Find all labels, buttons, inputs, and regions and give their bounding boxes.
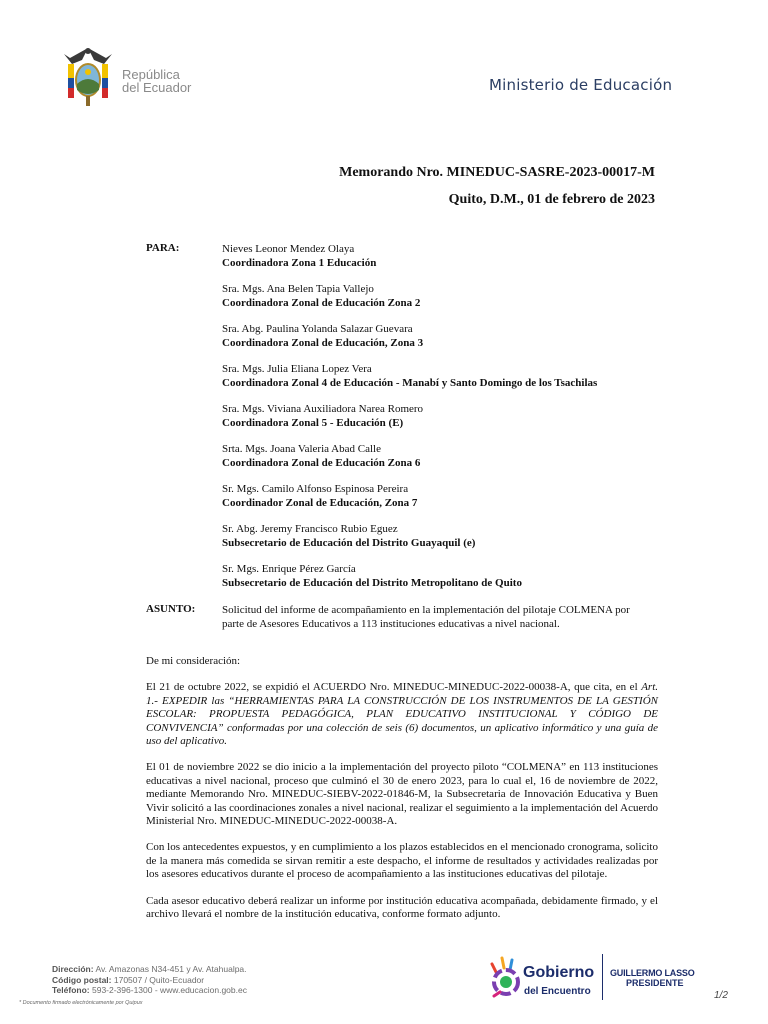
footer-address (52, 964, 247, 975)
page-number: 1/2 (714, 990, 728, 1001)
recipient-title: Coordinadora Zonal de Educación Zona 2 (222, 297, 421, 309)
republic-wordmark (122, 68, 191, 94)
recipient-list (222, 242, 662, 602)
recipient-title: Coordinadora Zonal 5 - Educación (E) (222, 417, 404, 429)
republic-logo (62, 44, 222, 114)
recipient-name: Sr. Mgs. Enrique Pérez García (222, 563, 356, 575)
republic-line1: República (122, 67, 180, 82)
recipient-title: Subsecretario de Educación del Distrito Metropolitano de Quito (222, 577, 522, 589)
memo-body (146, 655, 658, 935)
recipient-item (222, 362, 662, 390)
recipient-item (222, 522, 662, 550)
electronic-signature-note: * Documento firmado electrónicamente por Quipux (19, 1000, 143, 1006)
footer-contact (52, 964, 247, 996)
paragraph-1-quote: Art. 1.- EXPEDIR las “HERRAMIENTAS PARA LA CONSTRUCCIÓN DE LOS INSTRUMENTOS DE LA GESTIÓN ESCOLAR: PROPUESTA PEDAGÓGICA, PLAN EDUCATIVO INSTITUCIONAL Y CÓDIGO DE CONVIVENCIA” conformadas por una colección de seis (6) documentos, un aplicativo informático y una guía de uso del aplicativo. (146, 681, 658, 748)
para-label: PARA: (146, 242, 180, 254)
recipient-name: Sra. Mgs. Viviana Auxiliadora Narea Romero (222, 403, 424, 415)
postal-label: Código postal: (52, 974, 112, 985)
recipient-title: Coordinadora Zonal de Educación Zona 6 (222, 457, 421, 469)
recipient-item (222, 402, 662, 430)
footer-divider (602, 954, 603, 1000)
paragraph-1 (146, 681, 658, 748)
recipient-title: Coordinadora Zonal de Educación, Zona 3 (222, 337, 424, 349)
phone-value: 593-2-396-1300 - www.educacion.gob.ec (89, 985, 247, 995)
recipient-name: Sra. Abg. Paulina Yolanda Salazar Guevara (222, 323, 413, 335)
recipient-item (222, 562, 662, 590)
recipient-item (222, 482, 662, 510)
ministry-name: Ministerio de Educación (489, 76, 673, 94)
recipient-title: Subsecretario de Educación del Distrito Guayaquil (e) (222, 537, 476, 549)
recipient-item (222, 282, 662, 310)
recipient-name: Nieves Leonor Mendez Olaya (222, 243, 355, 255)
encuentro-wordmark: del Encuentro (524, 986, 591, 997)
recipient-item (222, 242, 662, 270)
gobierno-wordmark: Gobierno (523, 964, 595, 981)
asunto-label: ASUNTO: (146, 603, 196, 615)
recipient-name: Sr. Abg. Jeremy Francisco Rubio Eguez (222, 523, 398, 535)
paragraph-1-start: El 21 de octubre 2022, se expidió el ACUERDO Nro. MINEDUC-MINEDUC-2022-00038-A, que cita, en el (146, 681, 642, 694)
coat-of-arms-icon (62, 44, 114, 110)
recipient-title: Coordinador Zonal de Educación, Zona 7 (222, 497, 418, 509)
president-name: GUILLERMO LASSO (610, 968, 695, 978)
postal-value: 170507 / Quito-Ecuador (111, 974, 205, 985)
memo-number: Memorando Nro. MINEDUC-SASRE-2023-00017-M (339, 165, 655, 180)
phone-label: Teléfono: (52, 985, 90, 995)
footer-phone (52, 985, 247, 996)
recipient-title: Coordinadora Zonal 4 de Educación - Manabí y Santo Domingo de los Tsachilas (222, 377, 598, 389)
recipient-name: Sr. Mgs. Camilo Alfonso Espinosa Pereira (222, 483, 409, 495)
president-title: PRESIDENTE (626, 978, 684, 988)
address-label: Dirección: (52, 964, 94, 974)
recipient-item (222, 442, 662, 470)
recipient-name: Srta. Mgs. Joana Valeria Abad Calle (222, 443, 381, 455)
recipient-name: Sra. Mgs. Ana Belen Tapia Vallejo (222, 283, 374, 295)
paragraph-3: Con los antecedentes expuestos, y en cumplimiento a los plazos establecidos en el mencionado cronograma, solicito de la manera más comedida se sirvan remitir a este despacho, el informe de resultados y actividades realizadas por los asesores educativos durante el proceso de acompañamiento a las instituciones educativas del pilotaje. (146, 841, 658, 881)
recipient-title: Coordinadora Zona 1 Educación (222, 257, 377, 269)
paragraph-2: El 01 de noviembre 2022 se dio inicio a la implementación del proyecto piloto “COLMENA” en 113 instituciones educativas a nivel nacional, proceso que culminó el 30 de enero 2023, para lo cual el, 16 de noviembre de 2022, mediante Memorando Nro. MINEDUC-SIEBV-2022-01846-M, la Subsecretaria de Innovación Educativa y Buen Vivir solicitó a las coordinaciones zonales a nivel nacional, realizar el seguimiento a la implementación del Acuerdo Ministerial Nro. MINEDUC-MINEDUC-2022-00038-A. (146, 761, 658, 828)
memo-date: Quito, D.M., 01 de febrero de 2023 (448, 192, 655, 207)
recipient-item (222, 322, 662, 350)
recipient-name: Sra. Mgs. Julia Eliana Lopez Vera (222, 363, 372, 375)
footer-postal (52, 975, 247, 986)
greeting: De mi consideración: (146, 655, 241, 667)
asunto-text: Solicitud del informe de acompañamiento en la implementación del pilotaje COLMENA por parte de Asesores Educativos a 113 instituciones educativas a nivel nacional. (222, 604, 630, 630)
paragraph-4: Cada asesor educativo deberá realizar un informe por institución educativa acompañada, debidamente firmado, y el archivo llevará el nombre de la institución educativa, conforme formato adjunto. (146, 894, 658, 921)
address-value: Av. Amazonas N34-451 y Av. Atahualpa. (93, 964, 247, 974)
republic-line2: del Ecuador (122, 80, 192, 95)
